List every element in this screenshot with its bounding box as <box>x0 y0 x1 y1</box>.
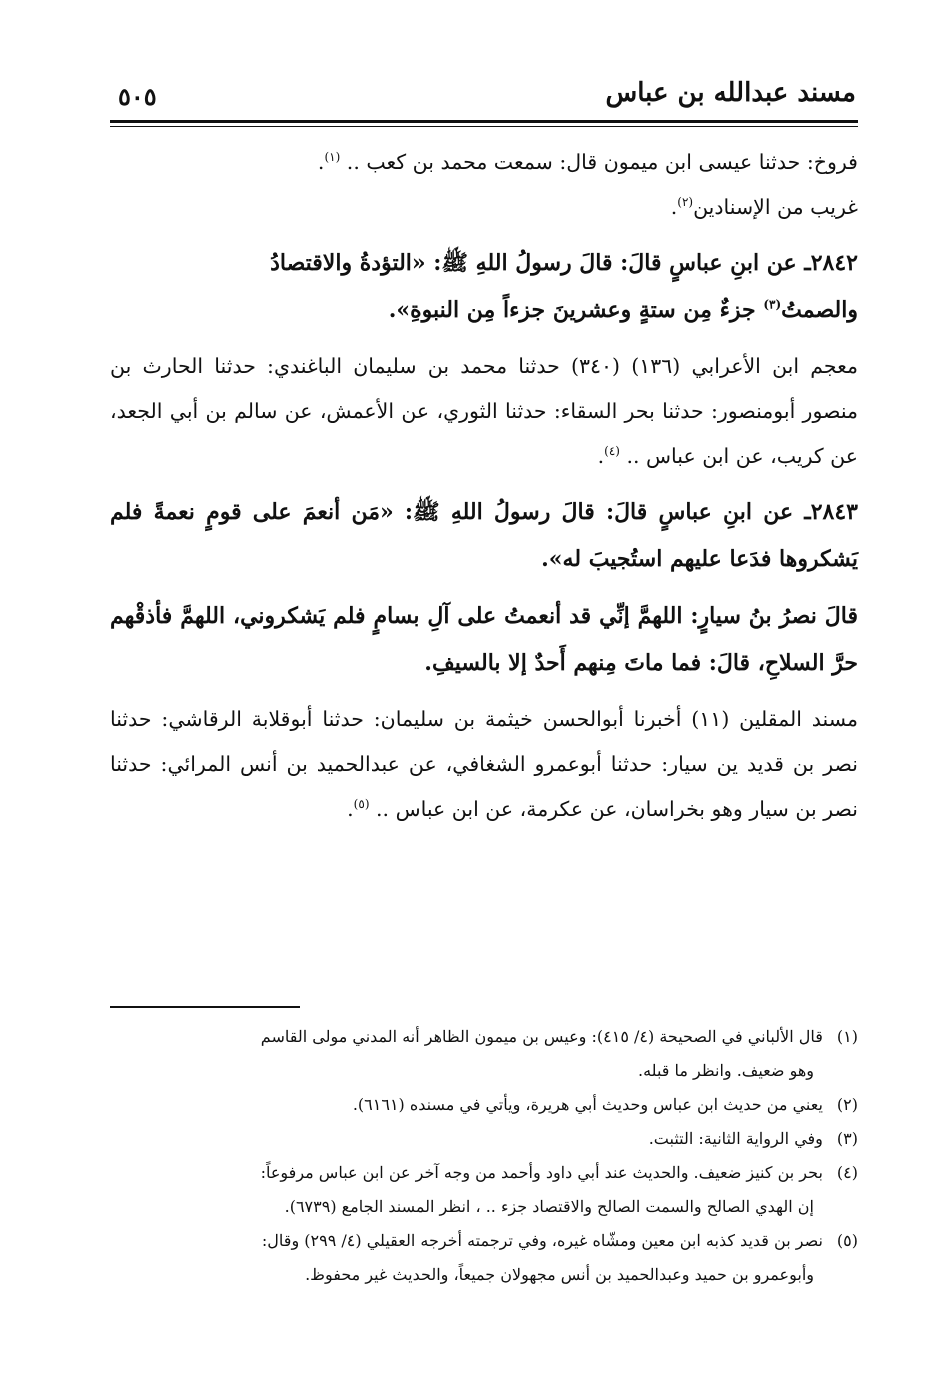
footnote-ref[interactable]: (٤) <box>604 444 620 459</box>
hadith-2843: ٢٨٤٣ـ عن ابنِ عباسٍ قالَ: قالَ رسولُ اللهِ ﷺ: «مَن أنعمَ على قومٍ نعمةً فلم يَشكروها فدَعا عليهم استُجيبَ له». <box>110 499 858 572</box>
footnote-2: (٢) يعني من حديث ابن عباس وحديث أبي هريرة، ويأتي في مسنده (٦١٦١). <box>110 1088 858 1122</box>
paragraph-isnad-continuation: فروخ: حدثنا عيسى ابن ميمون قال: سمعت محمد بن كعب .. $^{(١)}$. <box>317 150 858 174</box>
footnote-ref[interactable]: (٥) <box>353 797 370 812</box>
paragraph-source-2843: مسند المقلين (١١) أخبرنا أبوالحسن خيثمة بن سليمان: حدثنا أبوقلابة الرقاشي: حدثنا نصر بن قديد ين سيار: حدثنا أبوعمرو الشغافي، عن عبدالحميد بن أنس المرائي: حدثنا نصر بن سيار وهو بخراسان، عن عكرمة، عن ابن عباس .. $^{(٥)}$. <box>110 707 858 821</box>
footnote-number: (٤) <box>836 1163 858 1182</box>
book-page <box>110 72 859 1284</box>
footnote-number: (٢) <box>836 1095 858 1114</box>
paragraph-source-2842: معجم ابن الأعرابي (١٣٦) (٣٤٠) حدثنا محمد بن سليمان الباغندي: حدثنا الحارث بن منصور أبومنصور: حدثنا بحر السقاء: حدثنا الثوري، عن الأعمش، عن سالم بن أبي الجعد، عن كريب، عن ابن عباس .. $^{(٤)}$. <box>110 354 859 468</box>
header-title: مسند عبدالله بن عباس <box>605 78 856 108</box>
header-rule-thin <box>110 126 858 127</box>
footnote-ref[interactable]: (٣) <box>763 297 782 312</box>
footnote-ref[interactable]: (٢) <box>677 195 694 210</box>
main-text <box>110 140 858 832</box>
footnote-ref[interactable]: (١) <box>324 150 341 165</box>
header-rule-thick <box>110 120 858 123</box>
hadith-2842: ٢٨٤٢ـ عن ابنِ عباسٍ قالَ: قالَ رسولُ اللهِ ﷺ: «التؤدةُ والاقتصادُ والصمتُ$^{(٣)}$ جزءٌ مِن ستةٍ وعشرينَ جزءاً مِن النبوةِ». <box>270 250 858 323</box>
footnote-5: (٥) نصر بن قديد كذبه ابن معين ومشّاه غيره، وفي ترجمته أخرجه العقيلي (٤/ ٢٩٩) وقال: وأبوعمرو بن حميد وعبدالحميد بن أنس مجهولان جميعاً، والحديث غير محفوظ. <box>110 1224 858 1292</box>
footnote-number: (١) <box>836 1027 858 1046</box>
page-number: ٥٠٥ <box>118 82 157 111</box>
footnotes <box>110 1020 858 1292</box>
paragraph-nasr-bin-sayyar: قالَ نصرُ بنُ سيارٍ: اللهمَّ إنِّي قد أنعمتُ على آلِ بسامٍ فلم يَشكروني، اللهمَّ فأذقْهم حرَّ السلاحِ، قالَ: فما ماتَ مِنهم أَحدٌ إلا بالسيفِ. <box>110 603 858 676</box>
footnote-number: (٥) <box>836 1231 858 1250</box>
running-header <box>110 72 858 116</box>
footnote-number: (٣) <box>836 1129 858 1148</box>
footnote-1: (١) قال الألباني في الصحيحة (٤/ ٤١٥): وعيس بن ميمون الظاهر أنه المدني مولى القاسم وهو ضعيف. وانظر ما قبله. <box>110 1020 858 1088</box>
footnote-3: (٣) وفي الرواية الثانية: التثبت. <box>110 1122 858 1156</box>
footnote-4: (٤) بحر بن كنيز ضعيف. والحديث عند أبي داود وأحمد من وجه آخر عن ابن عباس مرفوعاً: إن الهدي الصالح والسمت الصالح والاقتصاد جزء .. ، انظر المسند الجامع (٦٧٣٩). <box>110 1156 858 1224</box>
footnote-separator <box>110 1006 300 1008</box>
paragraph-grading: غريب من الإسنادين$^{(٢)}$. <box>670 195 858 219</box>
